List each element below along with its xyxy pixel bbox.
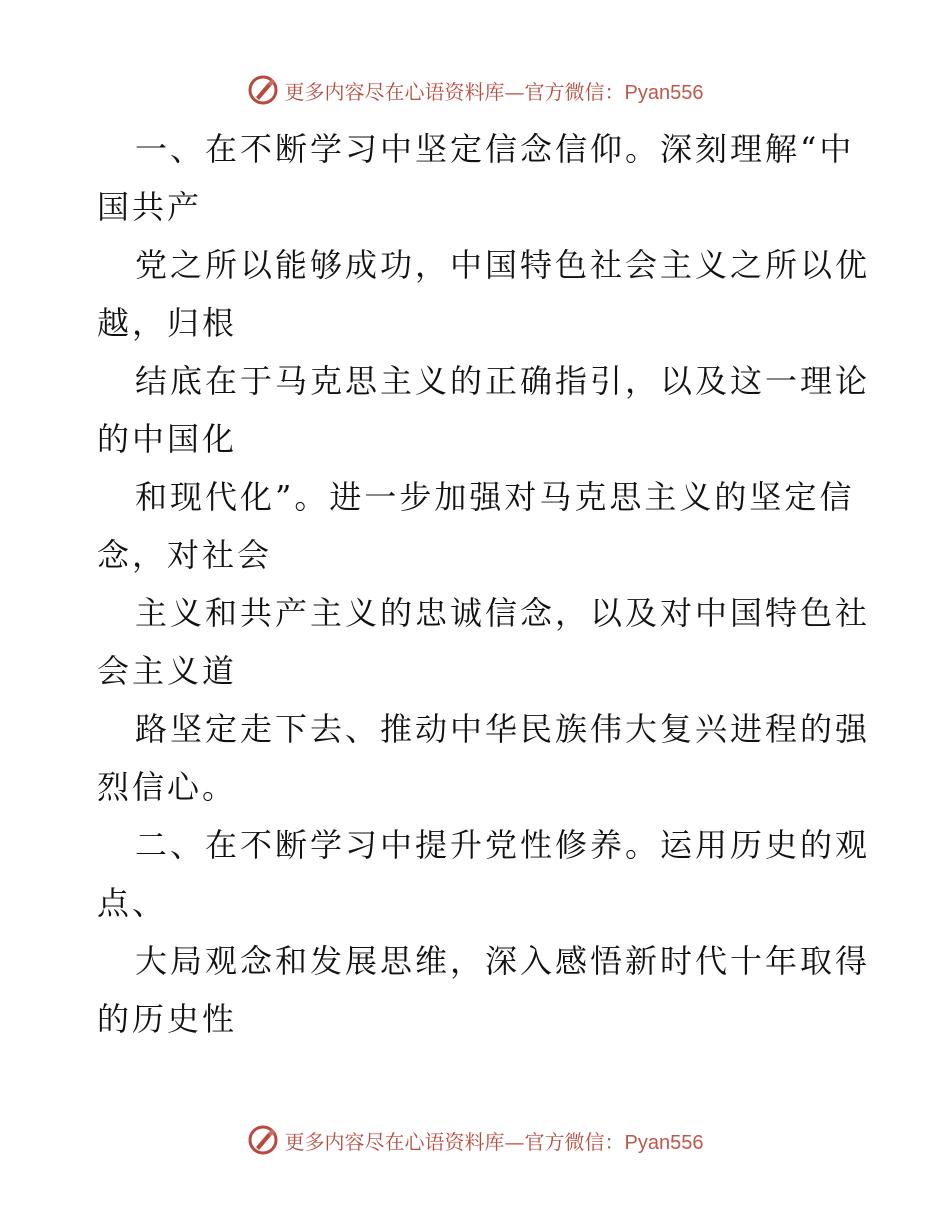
body-line: 结底在于马克思主义的正确指引，以及这一理论 [135, 362, 871, 400]
body-line: 大局观念和发展思维，深入感悟新时代十年取得 [135, 942, 871, 980]
body-line: 越，归根 [97, 304, 238, 342]
document-body [97, 120, 871, 1048]
body-line: 和现代化”。进一步加强对马克思主义的坚定信 [135, 478, 855, 516]
body-line: 点、 [97, 884, 168, 922]
header-banner-separator: — [504, 79, 525, 104]
footer-banner [0, 1120, 950, 1160]
body-line: 的历史性 [97, 1000, 238, 1038]
pen-logo-icon [247, 74, 279, 106]
header-banner-main: 更多内容尽在心语资料库 [284, 79, 505, 104]
body-line: 党之所以能够成功，中国特色社会主义之所以优 [135, 246, 871, 284]
body-line: 的中国化 [97, 420, 238, 458]
body-line: 二、在不断学习中提升党性修养。运用历史的观 [135, 826, 871, 864]
body-line: 一、在不断学习中坚定信念信仰。深刻理解“中 [135, 130, 855, 168]
pen-logo-icon [247, 1124, 279, 1156]
header-banner [0, 70, 950, 110]
body-line: 烈信心。 [97, 768, 238, 806]
footer-banner-wechat-id: Pyan556 [624, 1131, 704, 1154]
header-banner-text [285, 76, 704, 105]
footer-banner-main: 更多内容尽在心语资料库 [284, 1129, 505, 1154]
body-line: 主义和共产主义的忠诚信念，以及对中国特色社 [135, 594, 871, 632]
footer-banner-separator: — [504, 1129, 525, 1154]
body-line: 国共产 [97, 188, 203, 226]
body-line: 路坚定走下去、推动中华民族伟大复兴进程的强 [135, 710, 871, 748]
body-line: 会主义道 [97, 652, 238, 690]
header-banner-wechat-label: 官方微信： [524, 79, 625, 104]
footer-banner-wechat-label: 官方微信： [524, 1129, 625, 1154]
footer-banner-text [285, 1126, 704, 1155]
body-line: 念，对社会 [97, 536, 273, 574]
header-banner-wechat-id: Pyan556 [624, 81, 704, 104]
